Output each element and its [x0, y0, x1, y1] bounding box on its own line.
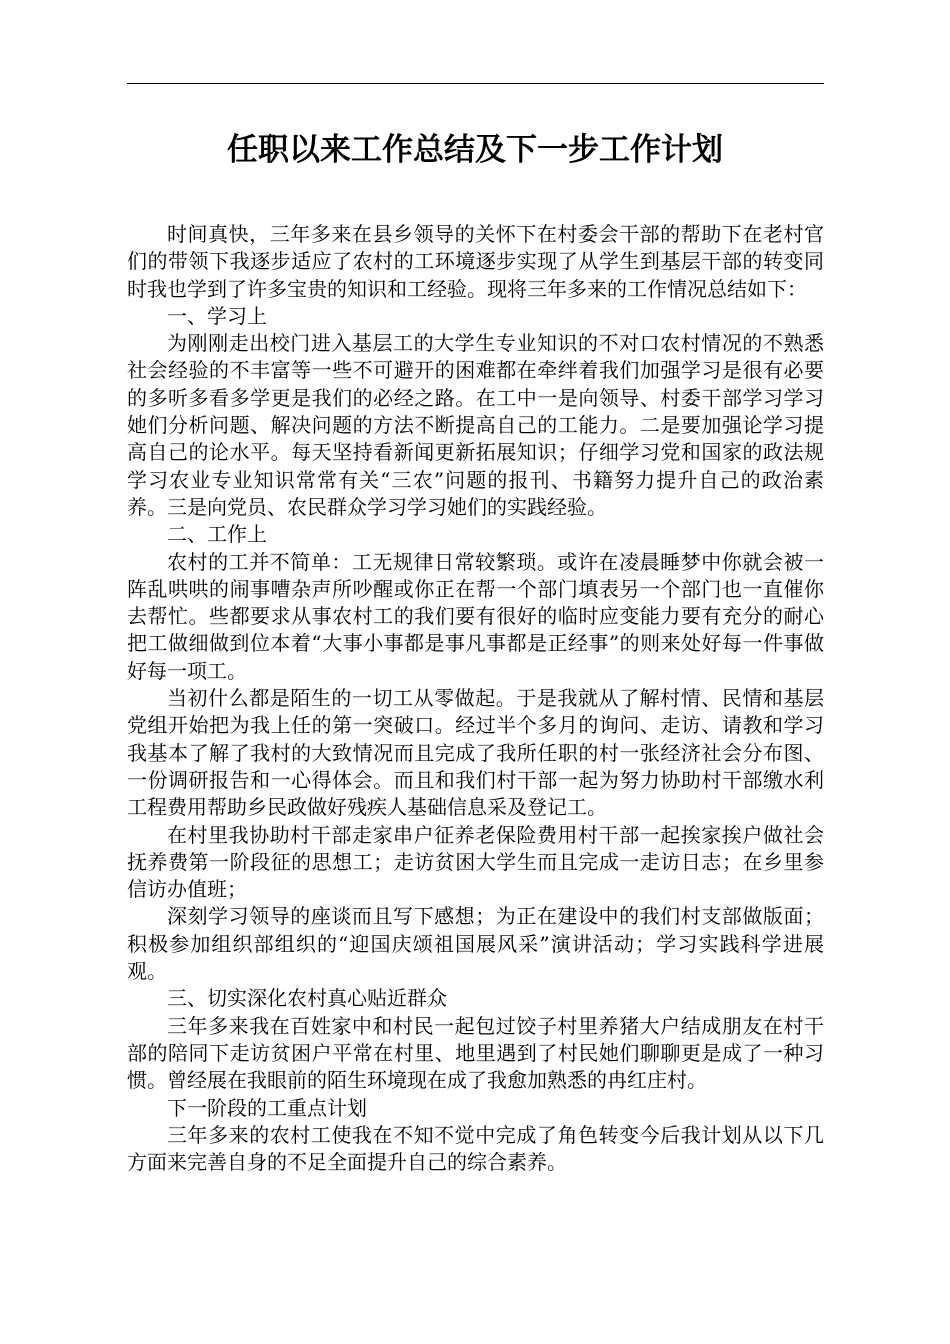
- section-heading-plan: 下一阶段的工重点计划: [167, 1095, 367, 1120]
- paragraph-plan: 三年多来的农村工使我在不知不觉中完成了角色转变今后我计划从以下几方面来完善自身的不足全面提升自己的综合素养。: [127, 1122, 824, 1175]
- paragraph-work-3: 在村里我协助村干部走家串户征养老保险费用村干部一起挨家挨户做社会抚养费第一阶段征的思想工；走访贫困大学生而且完成一走访日志；在乡里参信访办值班；: [127, 822, 824, 902]
- section-heading-masses: 三、切实深化农村真心贴近群众: [167, 986, 447, 1011]
- paragraph-work-2: 当初什么都是陌生的一切工从零做起。于是我就从了解村情、民情和基层党组开始把为我上任的第一突破口。经过半个多月的询问、走访、请教和学习我基本了解了我村的大致情况而且完成了我所任职的村一张经济社会分布图、一份调研报告和一心得体会。而且和我们村干部一起为努力协助村干部缴水利工程费用帮助乡民政做好残疾人基础信息采及登记工。: [127, 686, 824, 820]
- paragraph-work-4: 深刻学习领导的座谈而且写下感想；为正在建设中的我们村支部做版面；积极参加组织部组织的“迎国庆颂祖国展风采”演讲活动；学习实践科学进展观。: [127, 904, 824, 984]
- section-heading-study: 一、学习上: [167, 303, 267, 328]
- section-heading-work: 二、工作上: [167, 522, 267, 547]
- document-title: 任职以来工作总结及下一步工作计划: [227, 132, 723, 168]
- paragraph-work-1: 农村的工并不简单：工无规律日常较繁琐。或许在凌晨睡梦中你就会被一阵乱哄哄的闹事嘈杂声所吵醒或你正在帮一个部门填表另一个部门也一直催你去帮忙。些都要求从事农村工的我们要有很好的临时应变能力要有充分的耐心把工做细做到位本着“大事小事都是事凡事都是正经事”的则来处好每一件事做好每一项工。: [127, 549, 824, 683]
- paragraph-intro: 时间真快，三年多来在县乡领导的关怀下在村委会干部的帮助下在老村官们的带领下我逐步适应了农村的工环境逐步实现了从学生到基层干部的转变同时我也学到了许多宝贵的知识和工经验。现将三年多来的工作情况总结如下：: [127, 222, 824, 301]
- header-divider: [127, 83, 824, 84]
- paragraph-study: 为刚刚走出校门进入基层工的大学生专业知识的不对口农村情况的不熟悉社会经验的不丰富等一些不可避开的困难都在牵绊着我们加强学习是很有必要的多听多看多学更是我们的必经之路。在工中一是向领导、村委干部学习学习她们分析问题、解决问题的方法不断提高自己的工能力。二是要加强论学习提高自己的论水平。每天坚持看新闻更新拓展知识；仔细学习党和国家的政法规学习农业专业知识常常有关“三农”问题的报刊、书籍努力提升自己的政治素养。三是向党员、农民群众学习学习她们的实践经验。: [127, 331, 824, 519]
- document-body: [127, 221, 824, 1176]
- paragraph-masses: 三年多来我在百姓家中和村民一起包过饺子村里养猪大户结成朋友在村干部的陪同下走访贫困户平常在村里、地里遇到了村民她们聊聊更是成了一种习惯。曾经展在我眼前的陌生环境现在成了我愈加熟悉的冉红庄村。: [127, 1013, 824, 1093]
